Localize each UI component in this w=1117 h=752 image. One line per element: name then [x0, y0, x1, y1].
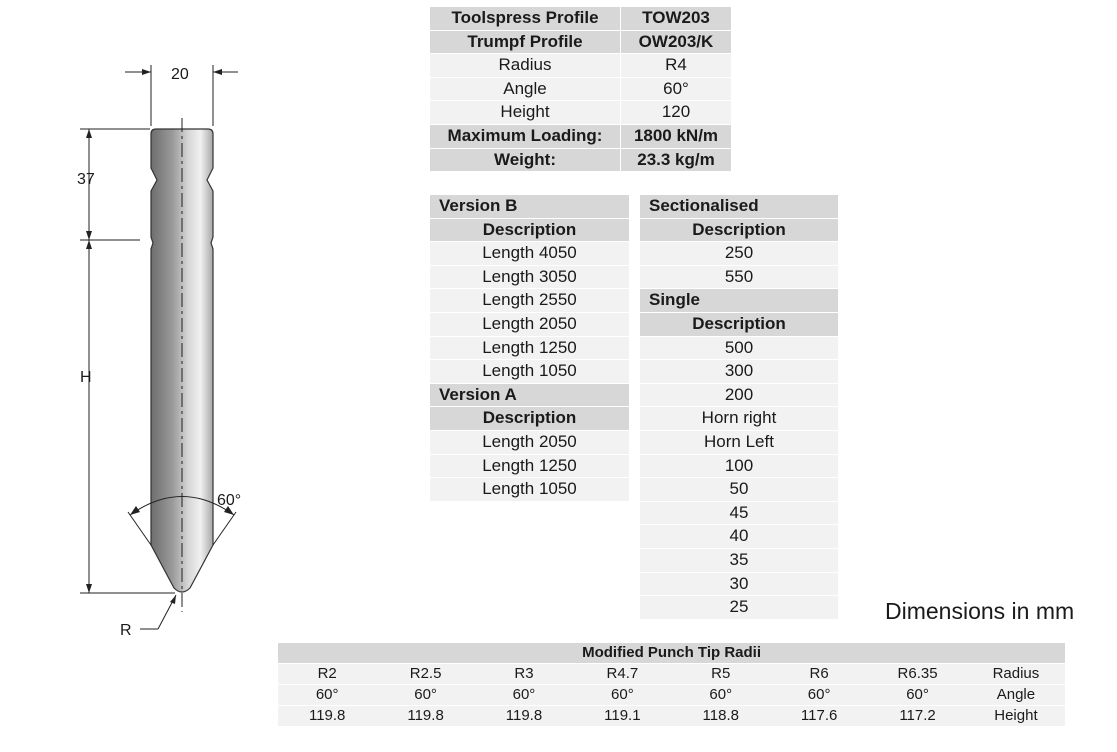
section-header-row [430, 219, 629, 242]
table-cell: Radius [967, 663, 1065, 684]
list-item-label: Length 1050 [430, 478, 629, 501]
list-item-label: Length 3050 [430, 266, 629, 289]
table-row [278, 684, 1065, 705]
section-title-row [430, 384, 629, 407]
radii-title: Modified Punch Tip Radii [278, 643, 1065, 663]
table-cell: 119.1 [573, 705, 671, 726]
spec-value: 1800 kN/m [621, 125, 732, 148]
list-item-label: Length 4050 [430, 242, 629, 265]
section-title: Single [640, 289, 838, 312]
list-item-label: Length 1250 [430, 337, 629, 360]
list-item-label: 45 [640, 502, 838, 525]
table-cell: Angle [967, 684, 1065, 705]
table-cell: 60° [573, 684, 671, 705]
table-cell: 117.6 [770, 705, 868, 726]
table-cell: R2 [278, 663, 376, 684]
table-cell: R6.35 [868, 663, 966, 684]
width-dimension-label: 20 [171, 66, 189, 83]
specification-table [430, 6, 732, 172]
section-title-row [640, 289, 838, 312]
section-title: Version A [430, 384, 629, 407]
list-item [640, 407, 838, 430]
spec-row [430, 31, 732, 54]
table-cell: 118.8 [672, 705, 770, 726]
spec-row [430, 54, 732, 77]
list-item-label: 250 [640, 242, 838, 265]
section-table [640, 194, 838, 620]
section-header: Description [430, 219, 629, 242]
list-item [640, 596, 838, 619]
list-item [640, 478, 838, 501]
list-item [640, 242, 838, 265]
list-item-label: Horn right [640, 407, 838, 430]
list-item [430, 431, 629, 454]
table-cell: R4.7 [573, 663, 671, 684]
table-cell: 119.8 [376, 705, 474, 726]
table-cell: R2.5 [376, 663, 474, 684]
list-item-label: 40 [640, 525, 838, 548]
spec-label: Maximum Loading: [430, 125, 621, 148]
version-table [430, 194, 629, 502]
list-item-label: Length 1050 [430, 360, 629, 383]
table-cell: 117.2 [868, 705, 966, 726]
table-cell: 119.8 [278, 705, 376, 726]
table-cell: 60° [278, 684, 376, 705]
spec-label: Height [430, 101, 621, 124]
table-cell: 60° [475, 684, 573, 705]
list-item-label: Length 2550 [430, 289, 629, 312]
list-item-label: Length 2050 [430, 313, 629, 336]
radii-title-row [278, 643, 1065, 663]
list-item-label: 30 [640, 573, 838, 596]
list-item [640, 384, 838, 407]
spec-value: TOW203 [621, 7, 732, 30]
section-title: Sectionalised [640, 195, 838, 218]
section-header-row [640, 219, 838, 242]
list-item [640, 549, 838, 572]
section-title-row [640, 195, 838, 218]
spec-label: Trumpf Profile [430, 31, 621, 54]
neck-dimension-label: 37 [77, 171, 95, 188]
list-item [640, 502, 838, 525]
list-item [430, 360, 629, 383]
list-item [640, 266, 838, 289]
list-item-label: 50 [640, 478, 838, 501]
list-item-label: 100 [640, 455, 838, 478]
list-item [640, 455, 838, 478]
list-item-label: 500 [640, 337, 838, 360]
table-cell: 60° [770, 684, 868, 705]
table-cell: R5 [672, 663, 770, 684]
list-item-label: 35 [640, 549, 838, 572]
angle-label: 60° [217, 492, 242, 509]
spec-row [430, 125, 732, 148]
table-cell: R6 [770, 663, 868, 684]
list-item [430, 337, 629, 360]
list-item [430, 313, 629, 336]
list-item-label: 25 [640, 596, 838, 619]
spec-row [430, 101, 732, 124]
spec-value: 120 [621, 101, 732, 124]
list-item [430, 266, 629, 289]
table-cell: 60° [672, 684, 770, 705]
spec-row [430, 78, 732, 101]
table-row [278, 705, 1065, 726]
list-item-label: Length 2050 [430, 431, 629, 454]
table-cell: R3 [475, 663, 573, 684]
list-item [430, 242, 629, 265]
spec-row [430, 149, 732, 172]
spec-value: 23.3 kg/m [621, 149, 732, 172]
list-item [430, 478, 629, 501]
spec-label: Toolspress Profile [430, 7, 621, 30]
table-cell: Height [967, 705, 1065, 726]
spec-value: 60° [621, 78, 732, 101]
list-item [430, 455, 629, 478]
spec-row [430, 7, 732, 30]
list-item-label: Length 1250 [430, 455, 629, 478]
section-header: Description [640, 313, 838, 336]
table-row [278, 663, 1065, 684]
table-cell: 119.8 [475, 705, 573, 726]
list-item [640, 337, 838, 360]
section-title-row [430, 195, 629, 218]
table-cell: 60° [376, 684, 474, 705]
list-item-label: 200 [640, 384, 838, 407]
dimensions-note: Dimensions in mm [885, 598, 1075, 624]
height-dimension-label: H [80, 369, 92, 386]
spec-value: OW203/K [621, 31, 732, 54]
list-item-label: Horn Left [640, 431, 838, 454]
list-item [430, 289, 629, 312]
section-header-row [640, 313, 838, 336]
spec-value: R4 [621, 54, 732, 77]
punch-profile-drawing [0, 0, 280, 752]
list-item-label: 550 [640, 266, 838, 289]
spec-label: Radius [430, 54, 621, 77]
section-header-row [430, 407, 629, 430]
section-header: Description [640, 219, 838, 242]
section-title: Version B [430, 195, 629, 218]
table-cell: 60° [868, 684, 966, 705]
radius-label: R [120, 622, 132, 639]
spec-label: Angle [430, 78, 621, 101]
section-header: Description [430, 407, 629, 430]
list-item [640, 525, 838, 548]
radii-table [278, 643, 1065, 726]
list-item-label: 300 [640, 360, 838, 383]
spec-label: Weight: [430, 149, 621, 172]
list-item [640, 431, 838, 454]
list-item [640, 360, 838, 383]
list-item [640, 573, 838, 596]
